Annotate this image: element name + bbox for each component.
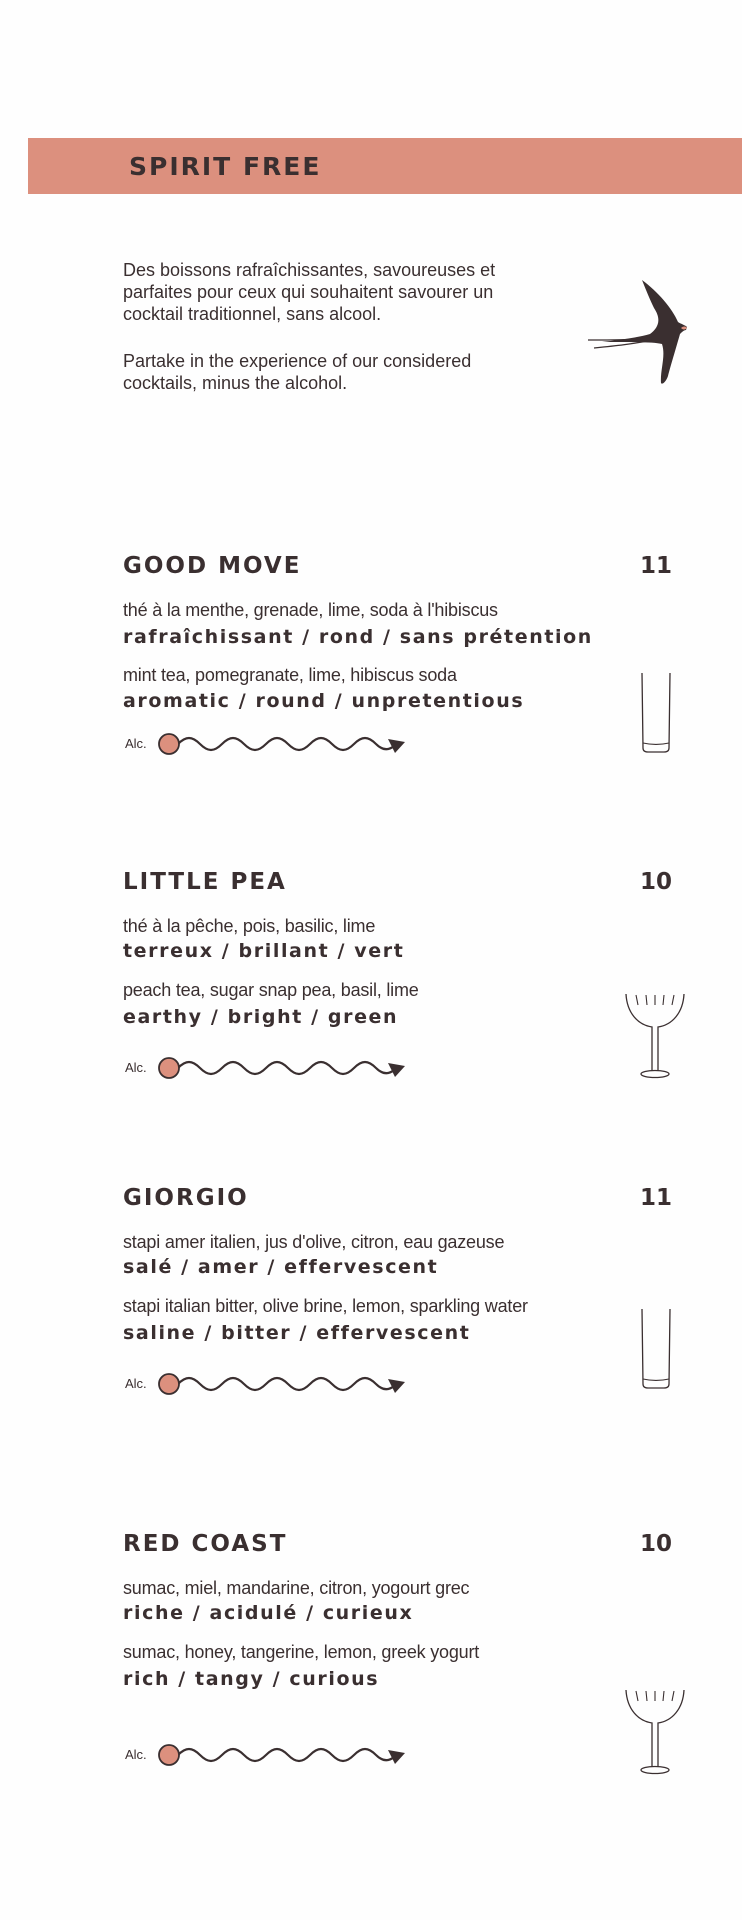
drink-descriptors-fr: terreux / brillant / vert [123, 940, 405, 962]
section-banner [28, 138, 742, 194]
drink-ingredients-fr: sumac, miel, mandarine, citron, yogourt grec [123, 1578, 470, 1598]
coupe-glass-icon [624, 991, 686, 1079]
drink-price: 11 [639, 1185, 672, 1211]
drink-name: RED COAST [123, 1531, 288, 1557]
drink-ingredients-fr: thé à la menthe, grenade, lime, soda à l'hibiscus [123, 600, 498, 620]
drink-ingredients-en: sumac, honey, tangerine, lemon, greek yogurt [123, 1642, 480, 1662]
drink-price: 10 [639, 869, 672, 895]
drink-descriptors-en: earthy / bright / green [123, 1006, 399, 1028]
drink-name: GIORGIO [123, 1185, 249, 1211]
swallow-bird-icon [588, 270, 700, 392]
alcohol-label: Alc. [125, 736, 147, 751]
drink-descriptors-en: aromatic / round / unpretentious [123, 690, 525, 712]
alcohol-label: Alc. [125, 1060, 147, 1075]
coupe-glass-icon [624, 1687, 686, 1775]
drink-price: 10 [639, 1531, 672, 1557]
drink-descriptors-fr: riche / acidulé / curieux [123, 1602, 414, 1624]
drink-ingredients-fr: stapi amer italien, jus d'olive, citron, eau gazeuse [123, 1232, 505, 1252]
intro-text-fr: Des boissons rafraîchissantes, savoureuses et parfaites pour ceux qui souhaitent savourer un cocktail traditionnel, sans alcool. [123, 260, 496, 324]
highball-glass-icon [640, 672, 672, 754]
alcohol-level-meter [158, 731, 413, 757]
drink-descriptors-fr: salé / amer / effervescent [123, 1256, 439, 1278]
drink-price: 11 [639, 553, 672, 579]
drink-descriptors-en: rich / tangy / curious [123, 1668, 380, 1690]
highball-glass-icon [640, 1308, 672, 1390]
intro-text-en: Partake in the experience of our considered cocktails, minus the alcohol. [123, 351, 472, 393]
alcohol-level-meter [158, 1742, 413, 1768]
alcohol-level-meter [158, 1055, 413, 1081]
drink-descriptors-en: saline / bitter / effervescent [123, 1322, 471, 1344]
alcohol-level-meter [158, 1371, 413, 1397]
drink-ingredients-en: peach tea, sugar snap pea, basil, lime [123, 980, 419, 1000]
drink-ingredients-fr: thé à la pêche, pois, basilic, lime [123, 916, 376, 936]
section-title: SPIRIT FREE [129, 152, 322, 181]
alcohol-label: Alc. [125, 1747, 147, 1762]
drink-descriptors-fr: rafraîchissant / rond / sans prétention [123, 626, 593, 648]
drink-ingredients-en: mint tea, pomegranate, lime, hibiscus soda [123, 665, 457, 685]
alcohol-label: Alc. [125, 1376, 147, 1391]
drink-name: LITTLE PEA [123, 869, 287, 895]
drink-name: GOOD MOVE [123, 553, 302, 579]
drink-ingredients-en: stapi italian bitter, olive brine, lemon, sparkling water [123, 1296, 528, 1316]
